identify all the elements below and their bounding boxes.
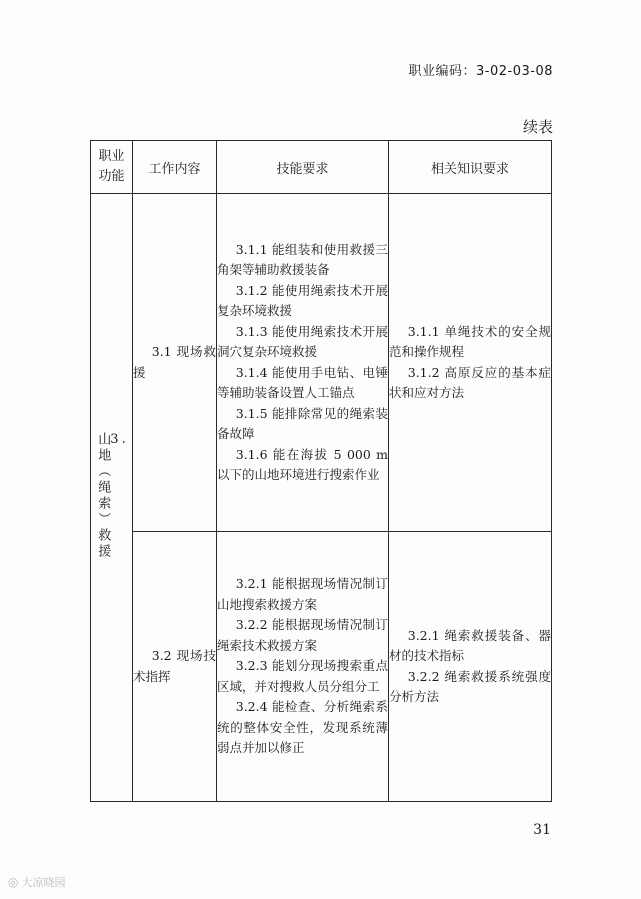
work-content-cell xyxy=(133,532,217,802)
header-occupational-function xyxy=(91,141,133,194)
header-function-text: 职业功能 xyxy=(98,149,125,184)
knowledge-item: 3.1.2 高原反应的基本症状和应对方法 xyxy=(389,364,551,400)
page-number: 31 xyxy=(533,822,551,838)
header-knowledge-requirements: 相关知识要求 xyxy=(389,141,552,194)
skill-item: 3.1.5 能排除常见的绳索装备故障 xyxy=(217,405,388,441)
knowledge-item: 3.2.2 绳索救援系统强度分析方法 xyxy=(389,668,551,704)
weibo-icon: ◎ xyxy=(8,875,19,889)
skill-item: 3.1.3 能使用绳索技术开展洞穴复杂环境救援 xyxy=(217,323,388,359)
work-content-text: 3.1 现场救援 xyxy=(133,344,216,380)
skill-item: 3.1.6 能在海拔 5 000 m以下的山地环境进行搜索作业 xyxy=(217,446,388,482)
work-content-cell xyxy=(133,194,217,532)
knowledge-cell xyxy=(389,532,552,802)
skills-cell xyxy=(217,194,389,532)
knowledge-item: 3.1.1 单绳技术的安全规范和操作规程 xyxy=(389,323,551,359)
skill-item: 3.1.1 能组装和使用救援三角架等辅助救援装备 xyxy=(217,241,388,277)
skill-item: 3.2.2 能根据现场情况制订绳索技术救援方案 xyxy=(217,617,388,653)
table-row xyxy=(91,194,552,532)
skill-item: 3.2.4 能检查、分析绳索系统的整体安全性，发现系统薄弱点并加以修正 xyxy=(217,699,388,756)
skill-item: 3.1.4 能使用手电钻、电锤等辅助装备设置人工锚点 xyxy=(217,364,388,400)
watermark xyxy=(8,874,65,890)
continued-label: 续表 xyxy=(522,118,553,136)
table-row xyxy=(91,532,552,802)
work-content-text: 3.2 现场技术指挥 xyxy=(133,648,216,684)
skill-item: 3.2.3 能划分现场搜索重点区域，并对搜救人员分组分工 xyxy=(217,658,388,694)
header-work-content: 工作内容 xyxy=(133,141,217,194)
job-code: 职业编码：3-02-03-08 xyxy=(408,64,553,79)
skill-item: 3.1.2 能使用绳索技术开展复杂环境救援 xyxy=(217,282,388,318)
watermark-text: 大凉晓园 xyxy=(21,876,66,889)
function-name: 山地（绳索）救援 xyxy=(95,432,111,560)
table-header-row xyxy=(91,141,552,194)
header-skill-requirements: 技能要求 xyxy=(217,141,389,194)
skill-item: 3.2.1 能根据现场情况制订山地搜索救援方案 xyxy=(217,576,388,612)
function-label xyxy=(94,432,128,560)
function-cell xyxy=(91,194,133,802)
knowledge-item: 3.2.1 绳索救援装备、器材的技术指标 xyxy=(389,627,551,663)
function-number: 3. xyxy=(110,432,129,447)
skills-cell xyxy=(217,532,389,802)
knowledge-cell xyxy=(389,194,552,532)
skill-standard-table xyxy=(90,140,552,802)
